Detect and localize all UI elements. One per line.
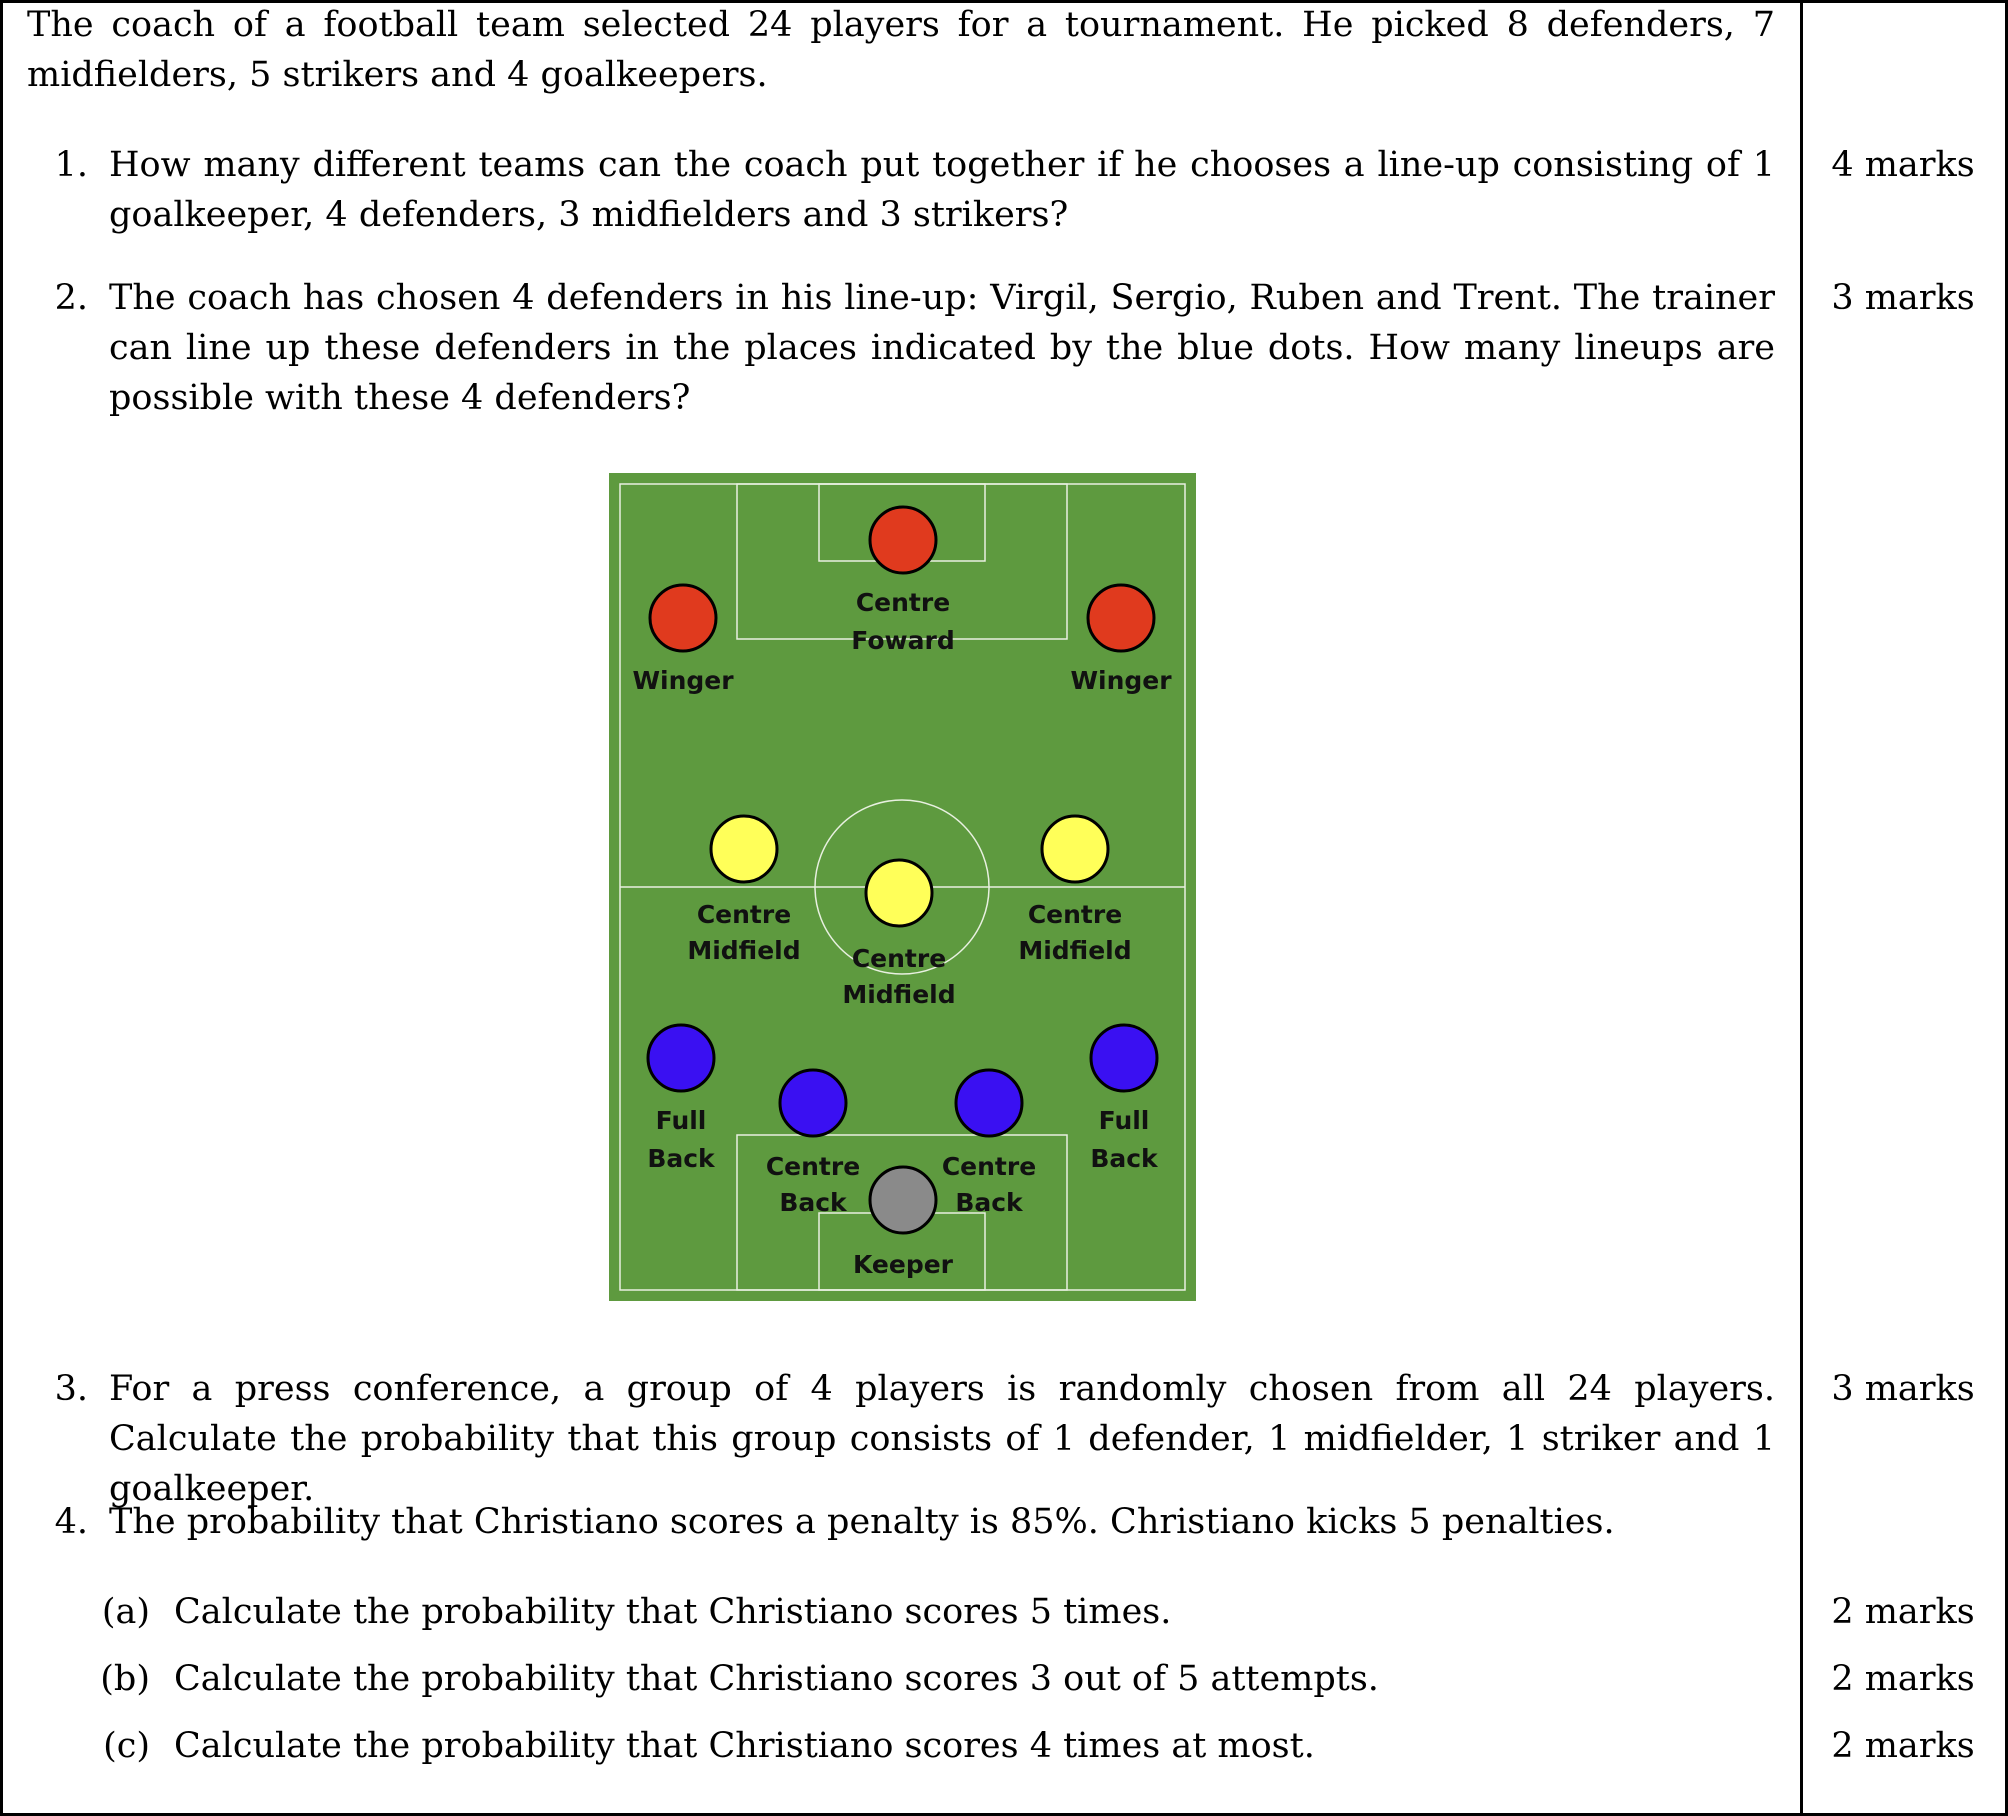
question-1-number: 1. (54, 145, 88, 185)
keeper-label: Keeper (852, 1250, 954, 1279)
right-centre-back-label-2: Back (955, 1188, 1023, 1217)
centre-forward-dot (870, 507, 936, 573)
left-full-back-label-1: Full (655, 1106, 707, 1135)
question-4-text: The probability that Christiano scores a penalty is 85%. Christiano kicks 5 penalties. (109, 1502, 1615, 1542)
question-2-number: 2. (54, 278, 88, 318)
question-4b-label: (b) (100, 1659, 150, 1699)
left-centre-back-label-1: Centre (765, 1152, 861, 1181)
left-full-back-label-2: Back (647, 1144, 715, 1173)
question-2-marks: 3 marks (1831, 278, 1975, 318)
question-4c-text: Calculate the probability that Christiano scores 4 times at most. (174, 1726, 1315, 1766)
football-pitch-figure (609, 473, 1196, 1301)
left-winger-dot (650, 585, 716, 651)
question-2-text: The coach has chosen 4 defenders in his line-up: Virgil, Sergio, Ruben and Trent. The trainer can line up these defenders in the places indicated by the blue dots. How many lineups are possible with these 4 defenders? (109, 278, 1775, 418)
question-3-number: 3. (54, 1369, 88, 1409)
question-1-text: How many different teams can the coach put together if he chooses a line-up consisting of 1 goalkeeper, 4 defenders, 3 midfielders and 3 strikers? (109, 145, 1775, 235)
centre-midfield-dot (866, 860, 932, 926)
right-full-back-label-2: Back (1090, 1144, 1158, 1173)
question-4b-text: Calculate the probability that Christiano scores 3 out of 5 attempts. (174, 1659, 1379, 1699)
right-centre-midfield-label-1: Centre (1027, 900, 1123, 929)
right-winger-label: Winger (1070, 666, 1172, 695)
right-full-back-dot (1091, 1025, 1157, 1091)
left-winger-label: Winger (632, 666, 734, 695)
question-3-marks: 3 marks (1831, 1369, 1975, 1409)
question-4b-marks: 2 marks (1831, 1659, 1975, 1699)
left-centre-back-label-2: Back (779, 1188, 847, 1217)
question-4a-marks: 2 marks (1831, 1592, 1975, 1632)
right-full-back-label-1: Full (1098, 1106, 1150, 1135)
left-centre-back-dot (780, 1070, 846, 1136)
centre-midfield-label-1: Centre (851, 944, 947, 973)
keeper-dot (870, 1167, 936, 1233)
right-centre-midfield-label-2: Midfield (1018, 936, 1132, 965)
centre-forward-label-2: Foward (851, 626, 955, 655)
question-1-marks: 4 marks (1831, 145, 1975, 185)
question-4-number: 4. (54, 1502, 88, 1542)
pitch-svg (609, 473, 1196, 1301)
right-centre-back-dot (956, 1070, 1022, 1136)
right-centre-back-label-1: Centre (941, 1152, 1037, 1181)
question-4c-marks: 2 marks (1831, 1726, 1975, 1766)
left-centre-midfield-label-2: Midfield (687, 936, 801, 965)
right-winger-dot (1088, 585, 1154, 651)
centre-midfield-label-2: Midfield (842, 980, 956, 1009)
left-full-back-dot (648, 1025, 714, 1091)
centre-forward-label-1: Centre (855, 588, 951, 617)
left-centre-midfield-label-1: Centre (696, 900, 792, 929)
question-3-text: For a press conference, a group of 4 players is randomly chosen from all 24 players. Calculate the probability that this group consists of 1 defender, 1 midfielder, 1 striker and 1 goalkeeper. (109, 1369, 1775, 1509)
question-4c-label: (c) (103, 1726, 150, 1766)
left-centre-midfield-dot (711, 816, 777, 882)
question-4a-text: Calculate the probability that Christiano scores 5 times. (174, 1592, 1172, 1632)
right-centre-midfield-dot (1042, 816, 1108, 882)
question-4a-label: (a) (101, 1592, 150, 1632)
marks-column-divider (1800, 0, 1803, 1816)
intro-text: The coach of a football team selected 24 players for a tournament. He picked 8 defenders, 7 midfielders, 5 strikers and 4 goalkeepers. (27, 5, 1775, 95)
